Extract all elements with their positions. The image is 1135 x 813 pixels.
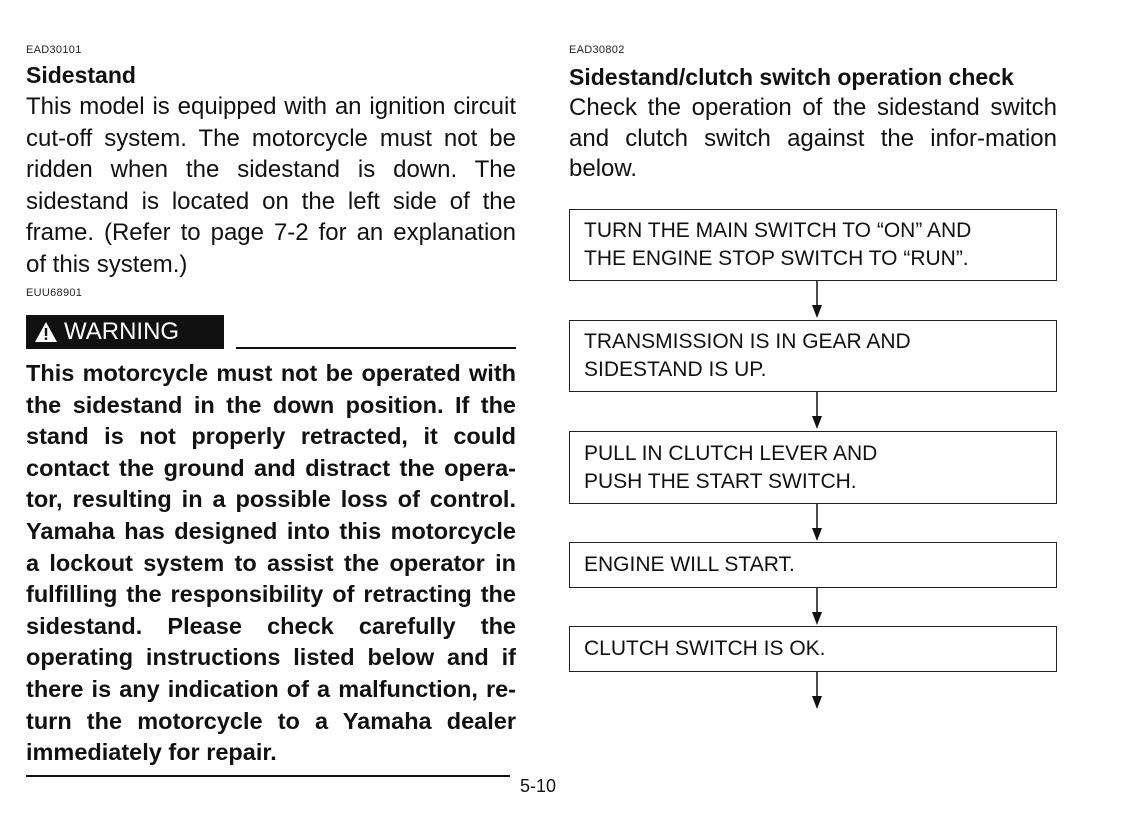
heading-sidestand: Sidestand [26,62,136,88]
section-code-sidestand: EAD30101 [26,44,82,56]
warning-badge [26,315,224,349]
flow-step-4-line-1: ENGINE WILL START. [584,553,795,576]
flow-arrow-3 [810,504,824,542]
check-paragraph: Check the operation of the sidestand switch and clutch switch against the infor-mation below. [569,94,1057,182]
flow-step-1 [569,209,1057,281]
flow-step-2-line-2: SIDESTAND IS UP. [584,358,767,381]
flow-step-5 [569,626,1057,672]
warning-label: WARNING [64,318,180,345]
flow-step-2 [569,320,1057,392]
flow-step-3 [569,431,1057,504]
page-number: 5-10 [520,776,557,796]
section-code-check: EAD30802 [569,44,625,56]
warning-divider [236,347,516,349]
flow-step-4 [569,542,1057,588]
flow-step-2-line-1: TRANSMISSION IS IN GEAR AND [584,330,911,353]
flow-step-3-line-1: PULL IN CLUTCH LEVER AND [584,441,878,465]
flow-step-3-line-2: PUSH THE START SWITCH. [584,469,857,493]
flow-step-5-line-1: CLUTCH SWITCH IS OK. [584,637,826,660]
bottom-divider [26,775,510,777]
warning-triangle-icon [34,321,58,343]
flow-step-1-line-1: TURN THE MAIN SWITCH TO “ON” AND [584,219,972,242]
warning-code: EUU68901 [26,287,83,299]
flow-arrow-5 [810,672,824,710]
flow-arrow-1 [810,281,824,319]
flow-arrow-2 [810,392,824,430]
warning-text: This motorcycle must not be operated with the sidestand in the down position. If the stand is not properly retracted, it could contact the ground and distract the opera-tor, resulting in a possible loss of control. Yamaha has designed into this motorcycle a lockout system to assist the operator in fulfilling the responsibility of retracting the sidestand. Please check carefully the operating instructions listed below and if there is any indication of a malfunction, re-turn the motorcycle to a Yamaha dealer immediately for repair. [26,360,516,766]
flow-arrow-4 [810,588,824,626]
sidestand-paragraph: This model is equipped with an ignition circuit cut-off system. The motorcycle must not be ridden when the sidestand is down. The sidestand is located on the left side of the frame. (Refer to page 7-2 for an explanation of this system.) [26,93,516,278]
flow-step-1-line-2: THE ENGINE STOP SWITCH TO “RUN”. [584,247,969,270]
heading-switch-check: Sidestand/clutch switch operation check [569,64,1014,90]
